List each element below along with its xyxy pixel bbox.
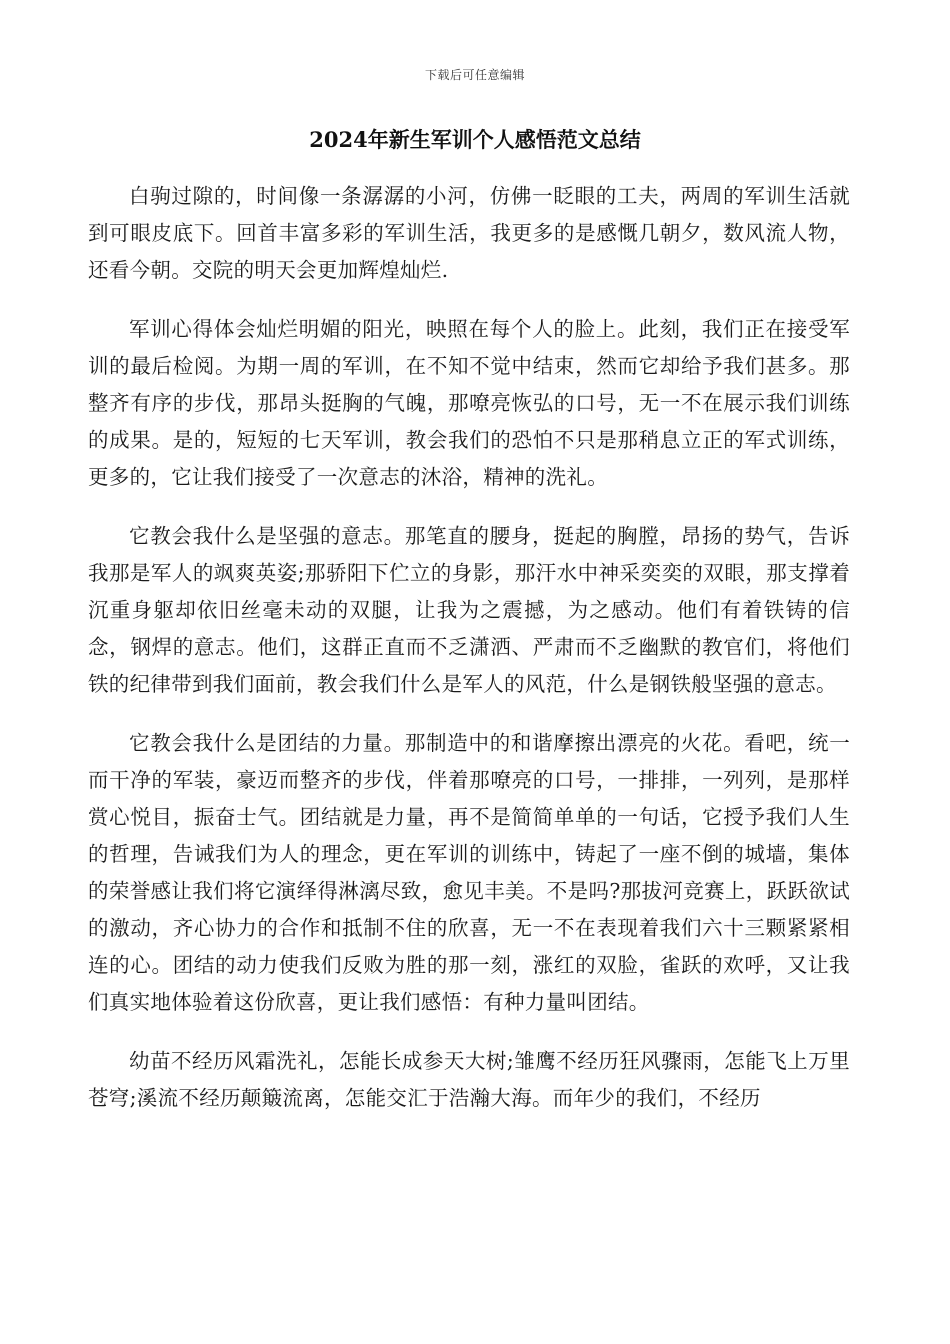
paragraph-4: 它教会我什么是团结的力量。那制造中的和谐摩擦出漂亮的火花。看吧，统一而干净的军装，豪迈而整齐的步伐，伴着那嘹亮的口号，一排排，一列列，是那样赏心悦目，振奋士气。团结就是力量，再不是简简单单的一句话，它授予我们人生的哲理，告诫我们为人的理念，更在军训的训练中，铸起了一座不倒的城墙，集体的荣誉感让我们将它演绎得淋漓尽致，愈见丰美。不是吗?那拔河竞赛上，跃跃欲试的激动，齐心协力的合作和抵制不住的欣喜，无一不在表现着我们六十三颗紧紧相连的心。团结的动力使我们反败为胜的那一刻，涨红的双脸，雀跃的欢呼，又让我们真实地体验着这份欣喜，更让我们感悟：有种力量叫团结。 <box>88 731 850 1014</box>
paragraph-5: 幼苗不经历风霜洗礼，怎能长成参天大树;雏鹰不经历狂风骤雨，怎能飞上万里苍穹;溪流不经历颠簸流离，怎能交汇于浩瀚大海。而年少的我们，不经历 <box>88 1049 850 1110</box>
document-body <box>88 178 850 1139</box>
document-title: 2024年新生军训个人感悟范文总结 <box>309 127 641 152</box>
header-note: 下载后可任意编辑 <box>424 68 525 82</box>
paragraph-1: 白驹过隙的，时间像一条潺潺的小河，仿佛一眨眼的工夫，两周的军训生活就到可眼皮底下。回首丰富多彩的军训生活，我更多的是感慨几朝夕，数风流人物，还看今朝。交院的明天会更加辉煌灿烂. <box>88 184 850 282</box>
paragraph-3: 它教会我什么是坚强的意志。那笔直的腰身，挺起的胸膛，昂扬的势气，告诉我那是军人的飒爽英姿;那骄阳下伫立的身影，那汗水中神采奕奕的双眼，那支撑着沉重身躯却依旧丝毫未动的双腿，让我为之震撼，为之感动。他们有着铁铸的信念，钢焊的意志。他们，这群正直而不乏潇洒、严肃而不乏幽默的教官们，将他们铁的纪律带到我们面前，教会我们什么是军人的风范，什么是钢铁般坚强的意志。 <box>88 524 850 696</box>
paragraph-2: 军训心得体会灿烂明媚的阳光，映照在每个人的脸上。此刻，我们正在接受军训的最后检阅。为期一周的军训，在不知不觉中结束，然而它却给予我们甚多。那整齐有序的步伐，那昂头挺胸的气魄，那嘹亮恢弘的口号，无一不在展示我们训练的成果。是的，短短的七天军训，教会我们的恐怕不只是那稍息立正的军式训练，更多的，它让我们接受了一次意志的沐浴，精神的洗礼。 <box>88 317 850 489</box>
